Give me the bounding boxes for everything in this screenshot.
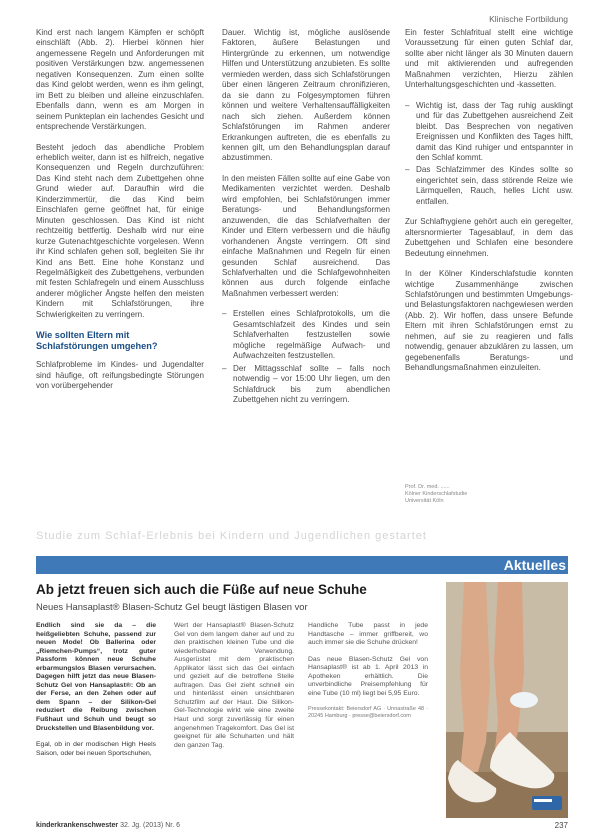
paragraph: In den meisten Fällen sollte auf eine Gabe von Medikamenten verzichtet werden. Deshalb wird empfohlen, bei Schlafstörungen immer Beratungs- und Behandlungsformen anzuwenden, die das Schlafverhalten der Kinder und Eltern verbessern und die häufig vorhandenen Ängste verringern. Oft sind einfache Maßnahmen und Regeln für einen gesunden Schlaf ausreichend. Das Schlafverhalten und die Schlafgewohnheiten können aus durch folgende einfache Maßnahmen verbessert werden: — [222, 173, 390, 298]
section-bar-label: Aktuelles — [503, 557, 566, 573]
author-info — [405, 484, 467, 505]
bleed-through-text: Studie zum Schlaf-Erlebnis bei Kindern und Jugendlichen gestartet — [36, 530, 427, 542]
paragraph: Ein fester Schlafritual stellt eine wichtige Voraussetzung für einen guten Schlaf dar, sollte aber nicht länger als 30 Minuten dauern und mit aktivierenden und aufregenden Maßnahmen verzichten, Hierzu zählen Unterhaltungsgeschichten und -kassetten. — [405, 28, 573, 90]
product-photo — [446, 582, 568, 818]
news-column-3 — [308, 622, 428, 814]
news-column-2 — [174, 622, 294, 814]
footer-journal — [36, 822, 180, 829]
paragraph: Besteht jedoch das abendliche Problem erheblich weiter, dann ist es hilfreich, negative Konsequenzen und Regeln durchzuführen: Das Kind steht nach dem Zubettgehen ohne Grund wieder auf. Daraufhin wird die Kinderzimmertür, die das Kind beim Einschlafen gerne geöffnet hat, für einige Minuten geschlossen. Das Kind ist nicht rechtzeitig bettfertig. Deshalb wird nur eine kurze Gutenachtgeschichte vorgelesen. Wenn ihr Kind schlafen gehen soll, begleiten Sie ihr Kind ans Bett. Eine hohe Konstanz und Regelmäßigkeit des Zubettgehens, verbunden mit festen Schlafregeln und einem Ausschluss anderer möglicher Ängste helfen den meisten Kindern mit Schlafstörungen, ihre Schwierigkeiten zu verringern. — [36, 142, 204, 319]
journal-name: kinderkrankenschwester — [36, 822, 119, 829]
section-header: Klinische Fortbildung — [489, 14, 568, 24]
paragraph: Handliche Tube passt in jede Handtasche – immer griffbereit, wo auch immer sie die Schuhe drücken! — [308, 622, 428, 647]
author-name: Prof. Dr. med. ...... — [405, 484, 450, 490]
paragraph: Das neue Blasen-Schutz Gel von Hansaplast® ist ab 1. April 2013 in Apotheken erhältlich. Die unverbindliche Preisempfehlung für eine Tube (10 ml) liegt bei 5,95 Euro. — [308, 655, 428, 697]
paragraph: Kind erst nach langem Kämpfen er schöpft einschläft (Abb. 2). Hierbei können hier angemessene Regeln und Anforderungen mit positiven Verstärkungen bzw. angemessenen negativen Konsequenzen. Zum einen sollte das Kind gelobt werden, wenn es ihm gelingt, im Bett zu bleiben und alleine einzuschlafen. Ebenfalls dann, wenn es am Morgen in seinem Punkteplan ein lachendes Gesicht und entsprechende Verstärkungen. — [36, 28, 204, 132]
author-institution: Universität Köln — [405, 498, 444, 504]
article-title: Ab jetzt freuen sich auch die Füße auf neue Schuhe — [36, 582, 367, 597]
page-number: 237 — [554, 821, 568, 830]
article-column-1 — [36, 28, 204, 534]
paragraph: Schlafprobleme im Kindes- und Jugendalter sind häufige, oft reifungsbedingte Störungen von vorübergehender — [36, 360, 204, 391]
list-item: – Der Mittagsschlaf sollte – falls noch notwendig – vor 15:00 Uhr liegen, um den Schlafdruck bis zum abendlichen Zubettgehen nicht zu verringern. — [222, 364, 390, 406]
list-item: – Wichtig ist, dass der Tag ruhig ausklingt und für das Zubettgehen ausreichend Zeit bleibt. Das Besprechen von negativen Ereignissen und Konflikten des Tages hilft, damit das Kind ruhiger und entspannter in den Schlaf kommt. — [405, 101, 573, 164]
list-item: – Erstellen eines Schlafprotokolls, um die Gesamtschlafzeit des Kindes und sein Schlafverhalten festzustellen sowie mögliche regelmäßige Aufwach- und Aufwachzeiten festzustellen. — [222, 309, 390, 361]
section-bar — [36, 556, 568, 574]
intro-paragraph: Endlich sind sie da – die heißgeliebten Schuhe, passend zur neuen Mode! Ob Ballerina oder „Riemchen-Pumps“, trotz guter Passform können neue Schuhe erbarmungslos Blasen verursachen. Dagegen hilft jetzt das neue Blasen-Schutz Gel von Hansaplast®: Ob an der Ferse, an den Zehen oder auf dem Spann – der Silikon-Gel reduziert die Reibung zwischen Fußhaut und Schuh und beugt so Druckstellen und Blasenbildung vor. — [36, 622, 156, 732]
article-column-3 — [405, 28, 573, 534]
paragraph: Zur Schlafhygiene gehört auch ein geregelter, altersnormierter Tagesablauf, in dem das Zubettgehen und Schlafen eine besondere Bedeutung einnehmen. — [405, 217, 573, 258]
paragraph: Dauer. Wichtig ist, mögliche auslösende Faktoren, äußere Belastungen und Hintergründe zu erkennen, um notwendige Hilfen und Unterstützung anzubieten. Es sollte vermieden werden, dass sich Schlafstörungen über einen längeren Zeitraum chronifizieren, da sie dann zu Folgesymptomen führen können und weitere Verhaltensauffälligkeiten nach sich ziehen. Außerdem können Schlafstörungen im Rahmen anderer Erkrankungen auftreten, die es ebenfalls zu kennen gilt, um den Behandlungsplan darauf abzustimmen. — [222, 28, 390, 163]
journal-issue: 32. Jg. (2013) Nr. 6 — [120, 822, 180, 829]
paragraph: Wert der Hansaplast® Blasen-Schutz Gel von dem langem daher auf und zu den praktischen kleinen Tube und die wiederholbare Verwendung. Ausgerüstet mit dem praktischen Applikator lässt sich das Gel einfach und gezielt auf die betroffene Stelle auftragen. Das Gel zieht schnell ein und hinterlässt einen unsichtbaren Schutzfilm auf der Haut. Die Silikon-Gel-Technologie wirkt wie eine zweite Haut und sorgt zuverlässig für einen angenehmen Tragekomfort. Das Gel ist geeignet für alle Schuharten und hält den ganzen Tag. — [174, 622, 294, 749]
paragraph: In der Kölner Kinderschlafstudie konnten wichtige Zusammenhänge zwischen Schlafstörungen und bestimmten Umgebungs- und Belastungsfaktoren nachgewiesen werden (Abb. 2). Wir hoffen, dass unsere Befunde Eltern mit ihren Schlafstörungen ernst zu nehmen, auf sie zu reagieren und falls notwendig, genauer abzuklären zu lassen, um gegebenenfalls Beratungs- und Behandlungsmaßnahmen einzuleiten. — [405, 269, 573, 373]
news-column-1 — [36, 622, 156, 814]
author-affiliation: Kölner Kinderschlafstudie — [405, 491, 468, 497]
list-item: – Das Schlafzimmer des Kindes sollte so eingerichtet sein, dass störende Reize wie Lärmquellen, Rauch, helles Licht usw. entfallen. — [405, 165, 573, 207]
article-subtitle: Neues Hansaplast® Blasen-Schutz Gel beugt lästigen Blasen vor — [36, 601, 308, 612]
article-column-2 — [222, 28, 390, 534]
press-contact: Pressekontakt: Beiersdorf AG · Unnastraße 48 · 20245 Hamburg · presse@beiersdorf.com — [308, 706, 428, 720]
feet-photo-illustration — [446, 582, 568, 818]
section-subheading: Wie sollten Eltern mit Schlafstörungen umgehen? — [36, 330, 158, 352]
paragraph: Egal, ob in der modischen High Heels Saison, oder bei neuen Sportschuhen, — [36, 741, 156, 757]
